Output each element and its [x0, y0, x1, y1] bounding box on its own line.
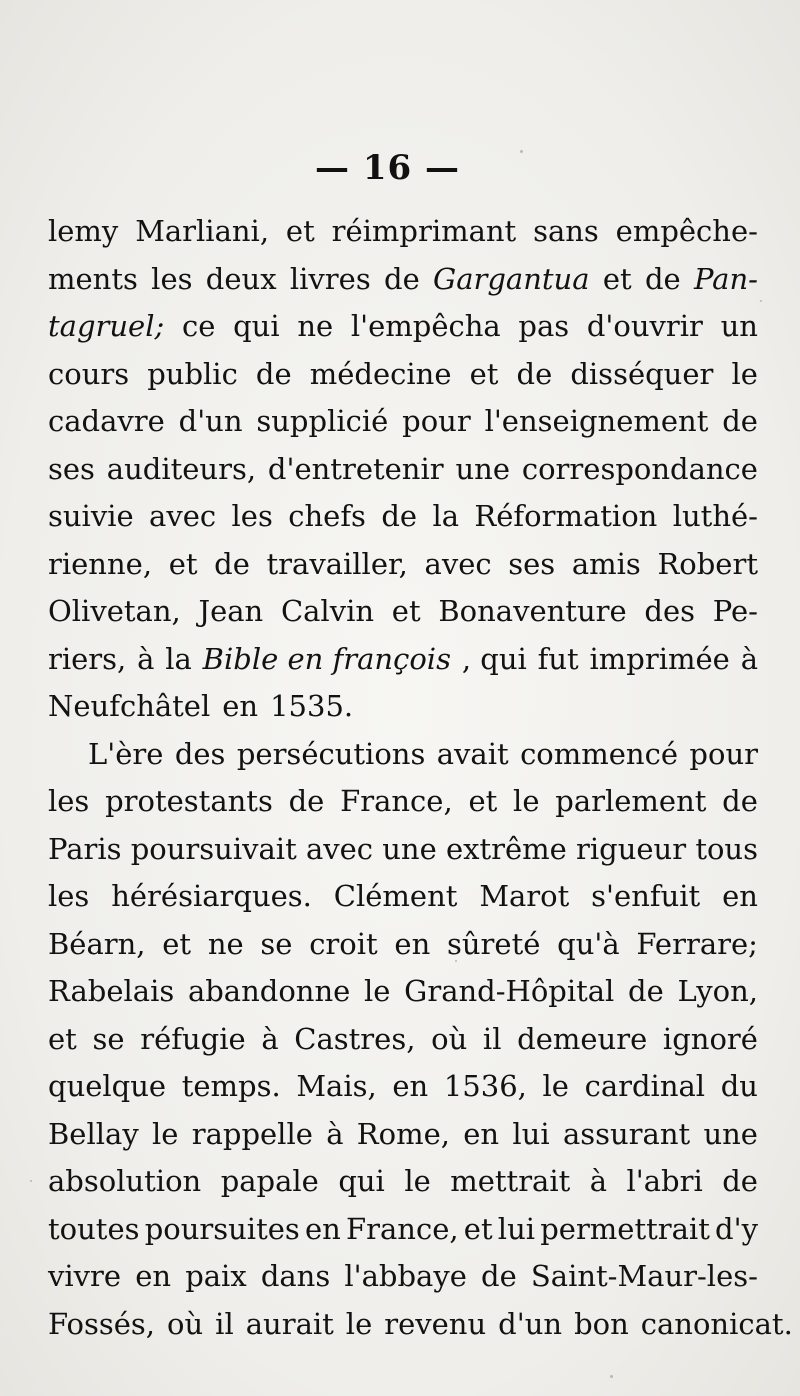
text-line [48, 636, 758, 684]
word: les [48, 879, 90, 913]
word: la [432, 499, 460, 533]
word: Lyon, [677, 974, 758, 1008]
word: 1535. [270, 689, 354, 723]
word: de [481, 1259, 517, 1293]
word: et [468, 784, 498, 818]
word: sans [533, 214, 599, 248]
word: Saint-Maur-les- [530, 1259, 758, 1293]
text-line [48, 1063, 758, 1111]
word: auditeurs, [106, 451, 257, 486]
word: en [392, 1069, 429, 1103]
text-line [48, 208, 758, 256]
word: un [720, 309, 758, 343]
word: temps. [181, 1069, 281, 1103]
word: Calvin [280, 594, 375, 628]
word: Robert [657, 546, 758, 581]
word: fut [537, 641, 579, 676]
word: Mais, [296, 1069, 377, 1103]
word: hérésiarques. [111, 879, 312, 913]
word: Pe- [712, 594, 758, 628]
word: se [92, 1021, 125, 1056]
word: de [722, 784, 758, 818]
word: de [644, 261, 681, 296]
word: aurait [245, 1306, 334, 1341]
word: croit [309, 926, 378, 961]
word: et [391, 594, 421, 628]
word: il [482, 1021, 502, 1056]
word: Réformation [474, 499, 658, 533]
word: sûreté [447, 926, 541, 961]
word: Pan- [693, 261, 758, 296]
paper-speck [30, 1180, 32, 1182]
word: persécutions [236, 736, 426, 771]
word: de [381, 499, 418, 533]
word: toutes [48, 1211, 140, 1246]
word: le [364, 974, 391, 1008]
text-line [48, 1158, 758, 1206]
word: avait [436, 736, 509, 771]
word: le [542, 1069, 569, 1103]
word: protestants [105, 784, 273, 818]
word: poursuivait [130, 831, 297, 866]
word: et [469, 356, 499, 391]
word: Ferrare; [636, 926, 758, 961]
word: Marliani, [135, 214, 270, 248]
word: ne [207, 926, 244, 961]
text-line [48, 1301, 793, 1349]
word: de [722, 1164, 758, 1198]
paper-speck [690, 1230, 692, 1232]
word: avec [149, 499, 217, 533]
text-line [48, 446, 758, 494]
word: ses [48, 451, 95, 486]
text-line [48, 541, 758, 589]
word: il [215, 1306, 234, 1341]
word: rigueur [576, 831, 687, 866]
word: le [513, 784, 540, 818]
paragraph [48, 208, 758, 731]
word: de [722, 404, 758, 438]
word: réfugie [140, 1021, 246, 1056]
text-line [48, 398, 758, 446]
word: les [151, 261, 193, 296]
word: public [147, 356, 238, 391]
word: vivre [48, 1259, 122, 1293]
word: d'entretenir [267, 451, 444, 486]
word: rienne, [48, 546, 153, 581]
text-line [48, 778, 758, 826]
text-line [48, 493, 758, 541]
word: avec [305, 831, 374, 866]
body-text [48, 208, 793, 1348]
word: le [345, 1306, 373, 1341]
paper-speck [760, 300, 762, 302]
word: Castres, [294, 1021, 416, 1056]
word: 1536, [443, 1069, 527, 1103]
word: correspondance [521, 451, 758, 486]
word: amis [571, 546, 641, 581]
word: l'empêcha [350, 309, 501, 343]
word: tous [695, 831, 758, 866]
word: qui [338, 1164, 385, 1198]
word: les [231, 499, 273, 533]
word: assurant [562, 1116, 691, 1151]
word: poursuites [144, 1211, 300, 1246]
word: parlement [555, 784, 707, 818]
word: réimprimant [331, 214, 517, 248]
word: en [394, 926, 431, 961]
text-line [48, 731, 758, 779]
word: et [602, 261, 632, 296]
word: en [722, 879, 758, 913]
word: ses [508, 546, 556, 581]
word: le [152, 1116, 179, 1151]
word: d'y [715, 1211, 758, 1246]
word: commencé [520, 736, 679, 771]
word: en [222, 689, 259, 723]
word: une [703, 1116, 758, 1151]
word: médecine [309, 356, 452, 391]
word: Olivetan, [48, 594, 181, 628]
word: , qui [461, 641, 527, 676]
word: cadavre [48, 404, 165, 438]
word: luthé- [672, 499, 758, 533]
text-line [48, 1253, 758, 1301]
word: l'abri [626, 1164, 703, 1198]
word: L'ère [88, 736, 164, 771]
word: Paris [48, 831, 122, 866]
word: d'ouvrir [586, 309, 703, 343]
word: empêche- [615, 214, 758, 248]
word: l'enseignement [484, 404, 709, 438]
word: les [48, 784, 90, 818]
word: canonicat. [640, 1306, 793, 1341]
word: suivie [48, 499, 134, 533]
word: pour [689, 736, 758, 771]
text-line [48, 256, 758, 304]
word: de [255, 356, 292, 391]
text-line [48, 921, 758, 969]
word: Grand-Hôpital [404, 974, 615, 1008]
word: lui [497, 1211, 536, 1246]
word: ne [297, 309, 334, 343]
text-line [48, 1016, 758, 1064]
word: et [48, 1021, 77, 1056]
word: lemy [48, 214, 119, 248]
word: France, [340, 784, 453, 818]
word: d'un [178, 404, 243, 438]
word: à [137, 641, 155, 676]
word: disséquer [570, 356, 714, 391]
word: de [516, 356, 553, 391]
word: paix [185, 1259, 247, 1293]
word: Bible en françois [202, 641, 451, 676]
word: s'enfuit [591, 879, 701, 913]
word: à [261, 1021, 279, 1056]
word: une [382, 831, 437, 866]
paper-speck [520, 150, 523, 153]
word: Jean [198, 594, 264, 628]
word: ignoré [662, 1021, 758, 1056]
word: en [463, 1116, 500, 1151]
word: quelque [48, 1069, 167, 1103]
word: demeure [517, 1021, 648, 1056]
word: avec [424, 546, 492, 581]
word: de [288, 784, 325, 818]
word: l'abbaye [344, 1259, 467, 1293]
word: rappelle [191, 1116, 313, 1151]
word: le [404, 1164, 431, 1198]
word: supplicié [256, 404, 389, 438]
word: des [644, 594, 696, 628]
word: des [174, 736, 226, 771]
word: pas [518, 309, 570, 343]
word: d'un [498, 1306, 563, 1341]
word: où [167, 1306, 204, 1341]
text-line [48, 351, 758, 399]
word: cours [48, 356, 130, 391]
word: Béarn, [48, 926, 146, 961]
word: livres [289, 261, 371, 296]
paper-speck [610, 1375, 613, 1378]
word: où [431, 1021, 468, 1056]
word: dans [260, 1259, 331, 1293]
text-line [48, 1206, 758, 1254]
word: pour [402, 404, 471, 438]
word: papale [220, 1164, 319, 1198]
word: absolution [48, 1164, 202, 1198]
word: Neufchâtel [48, 689, 211, 723]
word: bon [574, 1306, 629, 1341]
word: Marot [479, 879, 570, 913]
word: Bonaventure [438, 594, 627, 628]
word: en [135, 1259, 172, 1293]
paragraph [48, 731, 793, 1349]
word: tagruel; [48, 309, 165, 343]
word: deux [205, 261, 277, 296]
word: ce [181, 309, 216, 343]
word: de [384, 261, 420, 296]
word: mettrait [450, 1164, 571, 1198]
word: Rome, [356, 1116, 450, 1151]
word: et [162, 926, 192, 961]
word: Bellay [48, 1116, 139, 1151]
text-line [48, 683, 758, 731]
word: France, [346, 1211, 459, 1246]
word: de [628, 974, 664, 1008]
text-line [48, 873, 758, 921]
word: et [168, 546, 198, 581]
word: en [304, 1211, 341, 1246]
text-line [48, 968, 758, 1016]
word: la [165, 641, 192, 676]
text-line [48, 588, 758, 636]
word: extrême [445, 831, 567, 866]
word: de [214, 546, 250, 581]
word: lui [512, 1116, 550, 1151]
word: imprimée [589, 641, 730, 676]
text-line [48, 303, 758, 351]
word: à [740, 641, 758, 676]
word: Clément [333, 879, 458, 913]
word: chefs [288, 499, 366, 533]
word: abandonne [187, 974, 351, 1008]
text-line [48, 1111, 758, 1159]
word: une [455, 451, 510, 486]
word: ments [48, 261, 138, 296]
word: Gargantua [433, 261, 590, 296]
word: et [463, 1211, 493, 1246]
word: et [285, 214, 315, 248]
word: revenu [384, 1306, 487, 1341]
word: le [731, 356, 758, 391]
word: qui [233, 309, 280, 343]
word: qu'à [557, 926, 620, 961]
word: Fossés, [48, 1306, 156, 1341]
text-line [48, 826, 758, 874]
word: à [326, 1116, 344, 1151]
word: travailler, [266, 546, 408, 581]
paper-speck [455, 960, 457, 962]
page-number: — 16 — [315, 148, 460, 188]
word: riers, [48, 641, 127, 676]
word: se [260, 926, 293, 961]
word: Rabelais [48, 974, 175, 1008]
word: permettrait [540, 1211, 710, 1246]
word: du [720, 1069, 758, 1103]
word: cardinal [584, 1069, 706, 1103]
word: à [589, 1164, 608, 1198]
